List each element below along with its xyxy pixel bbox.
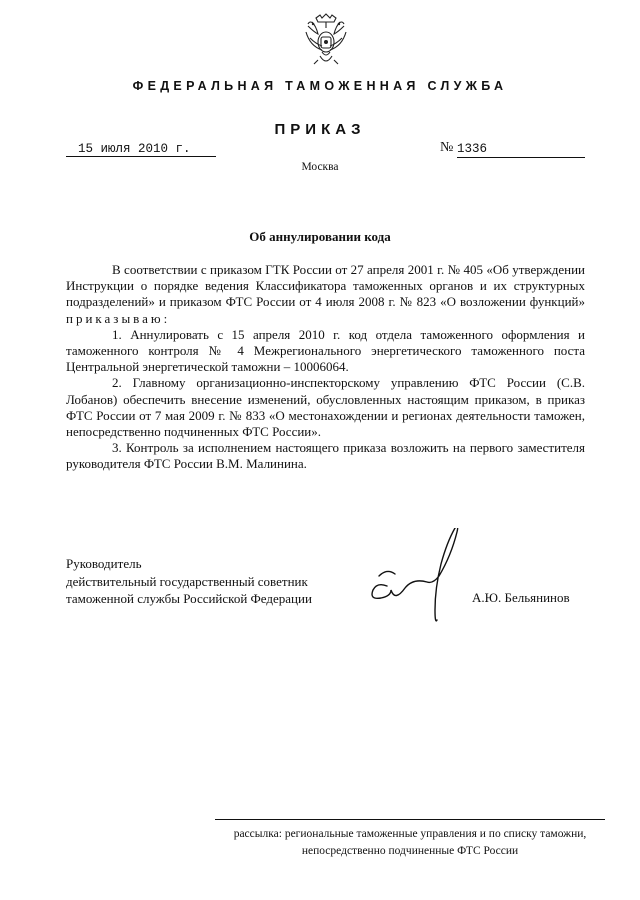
distribution-list bbox=[215, 819, 605, 860]
body-intro-decree: приказываю: bbox=[66, 310, 171, 326]
signatory-title-line-2: действительный государственный советник bbox=[66, 573, 308, 589]
handwritten-signature bbox=[365, 528, 475, 638]
document-type: ПРИКАЗ bbox=[274, 121, 366, 138]
signatory-title bbox=[66, 555, 312, 608]
signatory-name: А.Ю. Бельянинов bbox=[472, 590, 570, 605]
distribution-line-1: рассылка: региональные таможенные управления и по списку таможни, bbox=[233, 828, 587, 840]
signatory-title-line-1: Руководитель bbox=[66, 556, 142, 571]
body-item-2: 2. Главному организационно-инспекторскому управлению ФТС России (С.В. Лобанов) обеспечить внесение изменений, обусловленных настоящим приказом, в приказ ФТС России от 7 мая 2009 г. № 833 «О местонахождении и регионах деятельности таможен, непосредственно подчиненных ФТС России». bbox=[66, 375, 585, 440]
body-intro-text: В соответствии с приказом ГТК России от 27 апреля 2001 г. № 405 «Об утверждении Инструкции о порядке ведения Классификатора таможенных органов и их структурных подразделений» и приказом ФТС России от 4 июля 2008 г. № 823 «О возложении функций» bbox=[66, 262, 585, 310]
body-item-3: 3. Контроль за исполнением настоящего приказа возложить на первого заместителя руководителя ФТС России В.М. Малинина. bbox=[66, 440, 585, 472]
body-intro bbox=[66, 262, 585, 327]
agency-name: ФЕДЕРАЛЬНАЯ ТАМОЖЕННАЯ СЛУЖБА bbox=[132, 79, 508, 93]
signatory-title-line-3: таможенной службы Российской Федерации bbox=[66, 591, 312, 606]
document-number-label: № bbox=[440, 140, 454, 155]
document-number: 1336 bbox=[457, 141, 585, 158]
document-city: Москва bbox=[301, 161, 339, 173]
double-headed-eagle-emblem-icon bbox=[302, 12, 350, 66]
body-item-1: 1. Аннулировать с 15 апреля 2010 г. код отдела таможенного оформления и таможенного контроля № 4 Межрегионального энергетического таможенного поста Центральной энергетической таможни – 10006064. bbox=[66, 326, 585, 375]
distribution-line-2: непосредственно подчиненные ФТС России bbox=[301, 845, 519, 857]
document-body bbox=[66, 262, 585, 473]
document-date: 15 июля 2010 г. bbox=[66, 141, 216, 157]
document-subject: Об аннулировании кода bbox=[249, 229, 391, 244]
